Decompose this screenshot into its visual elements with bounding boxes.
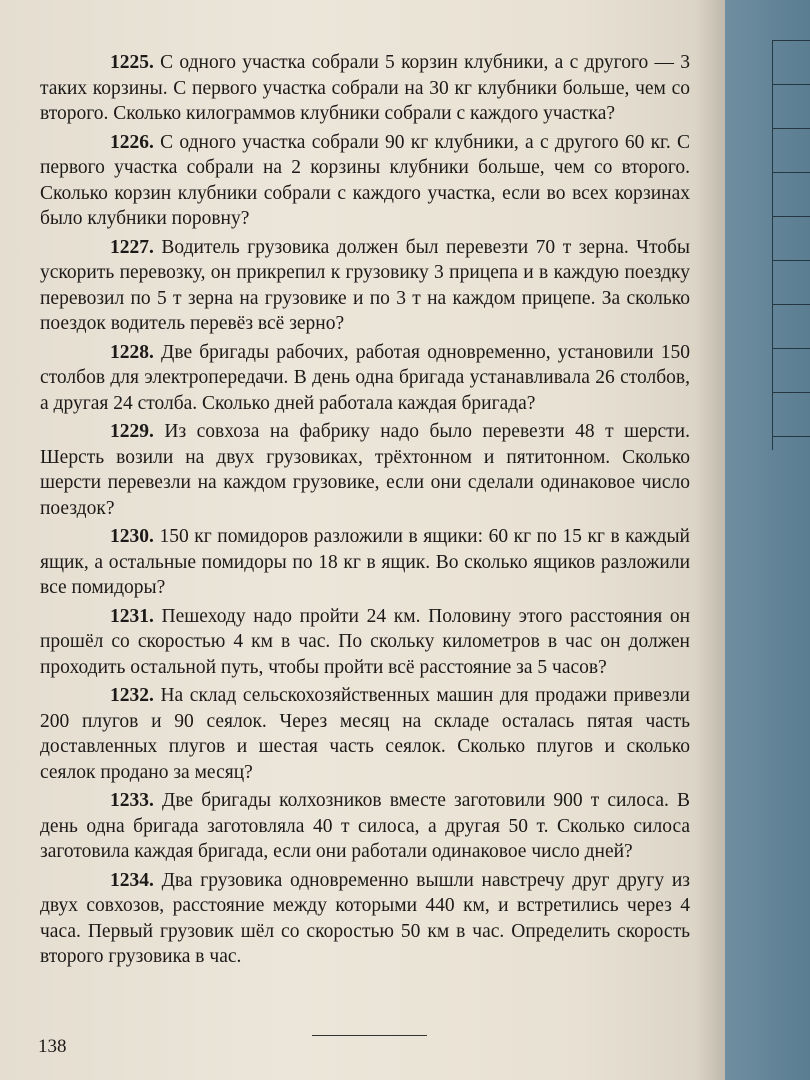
problem-text: На склад сельскохозяйственных машин для продажи привезли 200 плугов и 90 сеялок. Через месяц на складе осталась пятая часть доставленных плугов и шестая часть сеялок. Сколько плугов и сколько сеялок продано за месяц? <box>40 685 690 783</box>
problem-number: 1231. <box>110 605 154 627</box>
problem-1231 <box>40 604 690 681</box>
problem-number: 1227. <box>110 236 154 258</box>
problem-1225 <box>40 50 690 127</box>
problem-number: 1230. <box>110 526 154 547</box>
problem-list <box>40 50 690 973</box>
footer-divider <box>312 1035 427 1036</box>
problem-text: Два грузовика одновременно вышли навстречу друг другу из двух совхозов, расстояние между которыми 440 км, и встретились через 4 часа. Первый грузовик шёл со скоростью 50 км в час. Определить скорость второго грузовика в час. <box>40 869 691 967</box>
problem-text: 150 кг помидоров разложили в ящики: 60 кг по 15 кг в каждый ящик, а остальные помидоры по 18 кг в ящик. Во сколько ящиков разложили все помидоры? <box>40 526 690 598</box>
problem-number: 1234. <box>110 869 154 891</box>
problem-text: Две бригады рабочих, работая одновременно, установили 150 столбов для электропередачи. В день одна бригада устанавливала 26 столбов, а другая 24 столба. Сколько дней работала каждая бригада? <box>40 341 690 414</box>
page-number: 138 <box>38 1036 67 1057</box>
problem-text: Пешеходу надо пройти 24 км. Половину этого расстояния он прошёл со скоростью 4 км в час. По скольку километров в час он должен проходить остальной путь, чтобы пройти всё расстояние за 5 часов? <box>40 605 691 678</box>
adjacent-page-grid <box>772 40 810 450</box>
problem-1226 <box>40 130 690 232</box>
problem-number: 1233. <box>110 790 154 811</box>
problem-1233 <box>40 788 690 865</box>
problem-text: Из совхоза на фабрику надо было перевезти 48 т шерсти. Шерсть возили на двух грузовиках, трёхтонном и пятитонном. Сколько шерсти перевезли на каждом грузовике, если они сделали одинаковое число поездок? <box>40 421 690 519</box>
problem-text: С одного участка собрали 90 кг клубники, а с другого 60 кг. С первого участка собрали на 2 корзины клубники больше, чем со второго. Сколько корзин клубники собрали с каждого участка, если во всех корзинах было клубники поровну? <box>40 131 690 229</box>
problem-number: 1229. <box>110 421 154 442</box>
problem-1230 <box>40 524 690 601</box>
problem-number: 1226. <box>110 131 154 153</box>
problem-number: 1228. <box>110 341 154 363</box>
problem-1228 <box>40 340 690 417</box>
problem-1232 <box>40 683 690 785</box>
problem-number: 1232. <box>110 685 154 706</box>
problem-text: Водитель грузовика должен был перевезти 70 т зерна. Чтобы ускорить перевозку, он прикрепил к грузовику 3 прицепа и в каждую поездку перевозил по 5 т зерна на грузовике и по 3 т на каждом прицепе. За сколько поездок водитель перевёз всё зерно? <box>40 236 691 334</box>
problem-1229 <box>40 419 690 521</box>
problem-1234 <box>40 868 690 970</box>
problem-text: Две бригады колхозников вместе заготовили 900 т силоса. В день одна бригада заготовляла 40 т силоса, а другая 50 т. Сколько силоса заготовила каждая бригада, если они работали одинаковое число дней? <box>40 790 691 862</box>
problem-number: 1225. <box>110 52 154 73</box>
problem-text: С одного участка собрали 5 корзин клубники, а с другого — 3 таких корзины. С первого участка собрали на 30 кг клубники больше, чем со второго. Сколько килограммов клубники собрали с каждого участка? <box>40 52 690 124</box>
problem-1227 <box>40 235 690 337</box>
